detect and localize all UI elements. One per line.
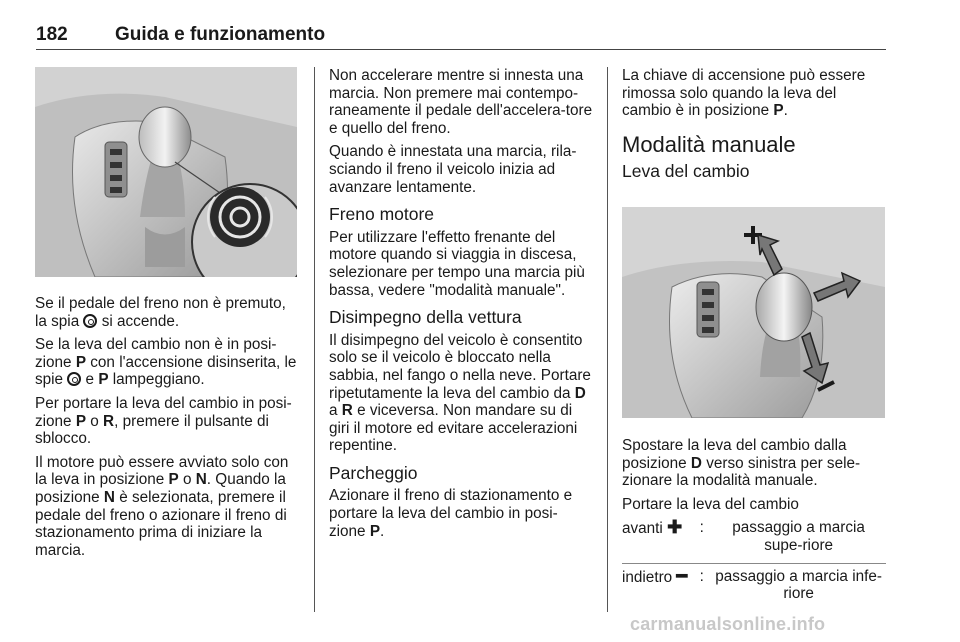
page-header xyxy=(36,22,886,50)
paragraph-parking: Azionare il freno di stazionamento e portare la leva del cambio in posi-zione P. xyxy=(329,487,573,540)
paragraph-engine-brake: Per utilizzare l'effetto frenante del motore quando si viaggia in discesa, selezionare per tempo una marcia più bassa, vedere "modalità manuale". xyxy=(329,228,585,299)
brake-warning-icon xyxy=(67,372,81,386)
right-column-top xyxy=(622,67,886,191)
column-divider-1 xyxy=(314,67,315,612)
manual-mode-illustration xyxy=(622,207,885,418)
manual-mode-drawing xyxy=(622,207,885,418)
page-number: 182 xyxy=(36,24,68,45)
middle-column xyxy=(329,67,593,546)
heading-engine-brake: Freno motore xyxy=(329,204,435,225)
paragraph-move-lever: Portare la leva del cambio xyxy=(622,495,799,513)
header-rule xyxy=(36,49,886,50)
gear-lever-drawing xyxy=(35,67,297,277)
column-divider-2 xyxy=(607,67,608,612)
paragraph-no-accelerate: Non accelerare mentre si innesta una marcia. Non premere mai contempo-raneamente il pedale dell'accelera-tore e quello del freno. xyxy=(329,67,593,137)
minus-icon: ━ xyxy=(676,565,688,586)
paragraph-engine-start: Il motore può essere avviato solo con la leva in posizione P o N. Quando la posizione N è selezionata, premere il pedale del freno o azionare il freno di stazionamento prima di iniziare la marcia. xyxy=(35,453,289,559)
paragraph-move-left: Spostare la leva del cambio dalla posizione D verso sinistra per sele-zionare la modalità manuale. xyxy=(622,437,861,490)
paragraph-lever-not-park: Se la leva del cambio non è in posi-zione P con l'accensione disinserita, le spie e P lampeggiano. xyxy=(35,336,297,389)
heading-rocking: Disimpegno della vettura xyxy=(329,307,522,328)
paragraph-rocking: Il disimpegno del veicolo è consentito solo se il veicolo è bloccato nella sabbia, nel fango o nella neve. Portare ripetutamente la leva del cambio da D a R e viceversa. Non mandare su di giri il motore ed evitare accelerazioni repentine. xyxy=(329,331,591,455)
heading-gear-lever: Leva del cambio xyxy=(622,161,750,182)
gear-lever-illustration xyxy=(35,67,297,277)
running-title: Guida e funzionamento xyxy=(115,24,326,45)
paragraph-creep: Quando è innestata una marcia, rila-sciando il freno il veicolo inizia ad avanzare lentamente. xyxy=(329,143,577,196)
definition-divider xyxy=(622,563,886,564)
left-column xyxy=(35,295,299,565)
definition-forward: avanti ✚ : passaggio a marcia supe-riore xyxy=(622,517,865,554)
paragraph-key-removal: La chiave di accensione può essere rimossa solo quando la leva del cambio è in posizione P. xyxy=(622,67,866,120)
heading-parking: Parcheggio xyxy=(329,462,418,483)
definition-backward: indietro ━ : passaggio a marcia infe-riore xyxy=(622,565,882,603)
brake-warning-icon xyxy=(83,314,97,328)
plus-icon: ✚ xyxy=(667,517,683,538)
heading-manual-mode: Modalità manuale xyxy=(622,131,796,157)
paragraph-brake-light: Se il pedale del freno non è premuto, la spia si accende. xyxy=(35,295,286,330)
paragraph-release-button: Per portare la leva del cambio in posi-zione P o R, premere il pulsante di sblocco. xyxy=(35,394,292,448)
right-column-bottom xyxy=(622,437,886,603)
watermark: carmanualsonline.info xyxy=(630,614,826,634)
